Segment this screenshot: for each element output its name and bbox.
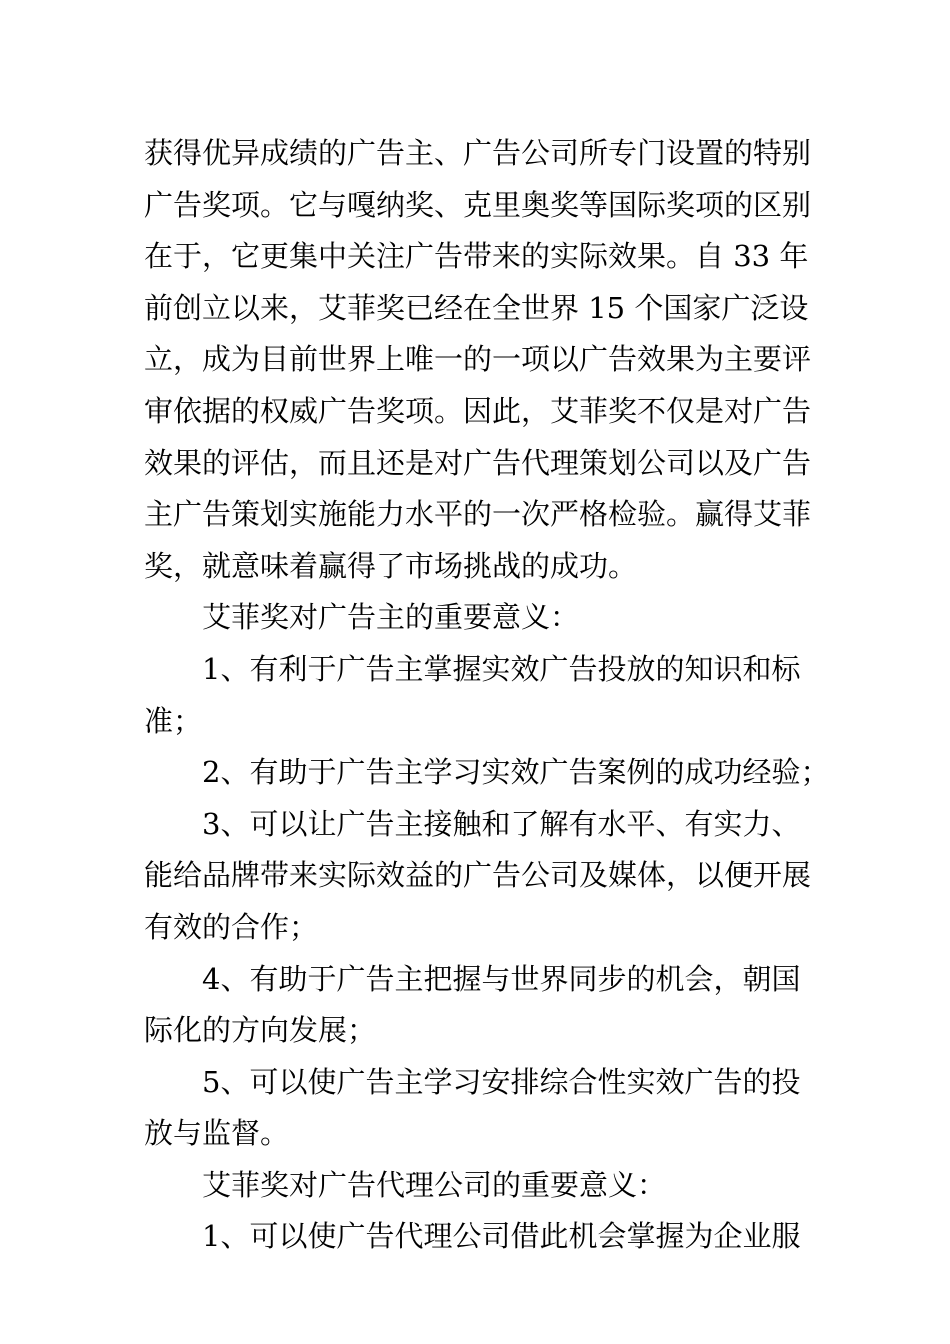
list-item: 4、有助于广告主把握与世界同步的机会，朝国 xyxy=(202,961,801,996)
text-line: 放与监督。 xyxy=(144,1116,290,1151)
text-line: 际化的方向发展； xyxy=(144,1013,377,1048)
section-heading: 艾菲奖对广告代理公司的重要意义： xyxy=(202,1167,667,1202)
list-item: 5、可以使广告主学习安排综合性实效广告的投 xyxy=(202,1064,801,1099)
text-line: 审依据的权威广告奖项。因此，艾菲奖不仅是对广告 xyxy=(144,393,812,428)
text-line: 获得优异成绩的广告主、广告公司所专门设置的特别 xyxy=(144,136,812,170)
text-line: 在于，它更集中关注广告带来的实际效果。自 33 年 xyxy=(144,239,809,274)
body-text xyxy=(144,128,830,1263)
list-item: 1、有利于广告主掌握实效广告投放的知识和标 xyxy=(202,651,801,686)
text-line: 主广告策划实施能力水平的一次严格检验。赢得艾菲 xyxy=(144,497,812,532)
text-line: 立，成为目前世界上唯一的一项以广告效果为主要评 xyxy=(144,342,812,377)
list-item: 3、可以让广告主接触和了解有水平、有实力、 xyxy=(202,806,801,841)
text-line: 能给品牌带来实际效益的广告公司及媒体，以便开展 xyxy=(144,858,812,893)
text-line: 前创立以来，艾菲奖已经在全世界 15 个国家广泛设 xyxy=(144,290,809,325)
text-line: 准； xyxy=(144,703,203,738)
text-line: 广告奖项。它与嘎纳奖、克里奥奖等国际奖项的区别 xyxy=(144,187,812,222)
section-heading: 艾菲奖对广告主的重要意义： xyxy=(202,600,580,635)
list-item: 1、可以使广告代理公司借此机会掌握为企业服 xyxy=(202,1219,801,1254)
text-line: 效果的评估，而且还是对广告代理策划公司以及广告 xyxy=(144,445,812,480)
text-line: 奖，就意味着赢得了市场挑战的成功。 xyxy=(144,548,638,583)
text-line: 有效的合作； xyxy=(144,909,319,944)
list-item: 2、有助于广告主学习实效广告案例的成功经验； xyxy=(202,755,830,790)
